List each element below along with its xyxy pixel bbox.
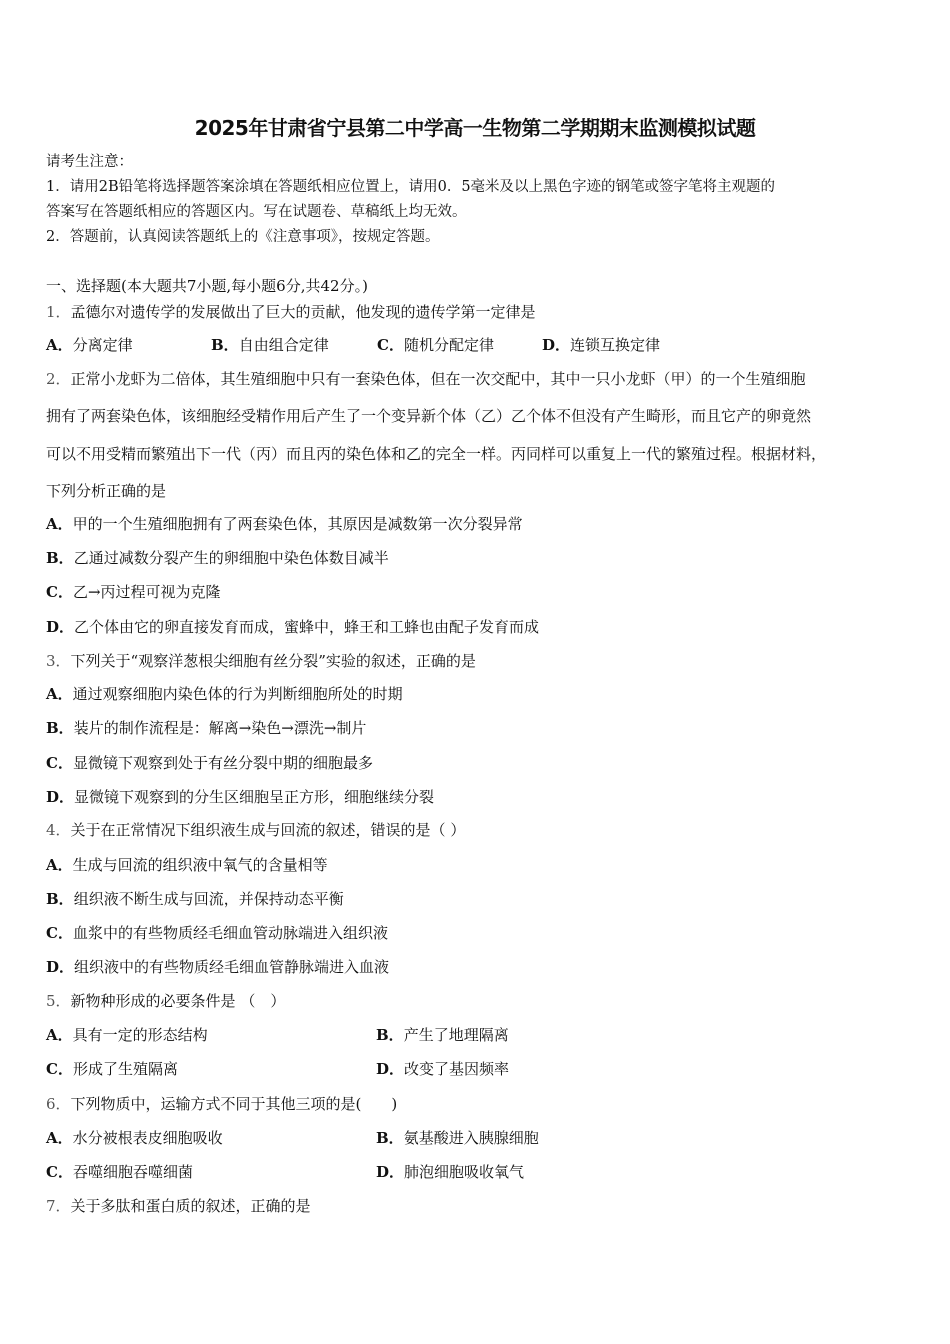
question-number: 7． — [46, 1197, 71, 1215]
option-c: C．随机分配定律 — [377, 336, 494, 354]
question-text: 下列关于“观察洋葱根尖细胞有丝分裂”实验的叙述，正确的是 — [70, 652, 476, 670]
option-b: B．乙通过减数分裂产生的卵细胞中染色体数目减半 — [46, 549, 389, 567]
notice-heading: 请考生注意： — [46, 154, 133, 170]
option-b: B．装片的制作流程是：解离→染色→漂洗→制片 — [46, 719, 367, 737]
question-3-stem — [46, 651, 476, 671]
question-text: 关于多肽和蛋白质的叙述，正确的是 — [70, 1197, 311, 1215]
section-heading: 一、选择题(本大题共7小题,每小题6分,共42分。) — [46, 277, 368, 295]
question-number: 6． — [46, 1095, 71, 1113]
notice-line: 1．请用2B铅笔将选择题答案涂填在答题纸相应位置上，请用0．5毫米及以上黑色字迹的钢笔或签字笔将主观题的 — [46, 179, 776, 195]
option-a: A．生成与回流的组织液中氧气的含量相等 — [46, 856, 328, 874]
question-text: 新物种形成的必要条件是 （ ） — [70, 992, 286, 1010]
option-c: C．血浆中的有些物质经毛细血管动脉端进入组织液 — [46, 924, 388, 942]
option-d: D．连锁互换定律 — [542, 336, 661, 354]
option-a: A．具有一定的形态结构 — [46, 1026, 208, 1044]
question-2-stem-line: 下列分析正确的是 — [46, 482, 167, 500]
option-b: B．产生了地理隔离 — [376, 1026, 509, 1044]
question-text: 孟德尔对遗传学的发展做出了巨大的贡献，他发现的遗传学第一定律是 — [70, 303, 536, 321]
notice-line: 2．答题前，认真阅读答题纸上的《注意事项》，按规定答题。 — [46, 229, 440, 245]
option-a: A．水分被根表皮细胞吸收 — [46, 1129, 223, 1147]
question-2-stem-line: 拥有了两套染色体，该细胞经受精作用后产生了一个变异新个体（乙）乙个体不但没有产生畸形，而且它产的卵竟然 — [46, 407, 812, 425]
option-d: D．乙个体由它的卵直接发育而成，蜜蜂中，蜂王和工蜂也由配子发育而成 — [46, 618, 540, 636]
option-b: B．氨基酸进入胰腺细胞 — [376, 1129, 539, 1147]
question-number: 2． — [46, 370, 71, 388]
question-number: 4． — [46, 821, 71, 839]
question-number: 5． — [46, 992, 71, 1010]
question-7-stem — [46, 1196, 311, 1216]
question-1-stem — [46, 302, 536, 322]
question-6-stem — [46, 1094, 397, 1114]
question-text: 关于在正常情况下组织液生成与回流的叙述，错误的是（ ） — [70, 821, 466, 839]
option-b: B．组织液不断生成与回流，并保持动态平衡 — [46, 890, 344, 908]
option-d: D．改变了基因频率 — [376, 1060, 510, 1078]
question-2-stem-line: 可以不用受精而繁殖出下一代（丙）而且丙的染色体和乙的完全一样。丙同样可以重复上一代的繁殖过程。根据材料， — [46, 445, 827, 463]
option-a: A．分离定律 — [46, 336, 133, 354]
notice-line: 答案写在答题纸相应的答题区内。写在试题卷、草稿纸上均无效。 — [46, 204, 467, 220]
option-b: B．自由组合定律 — [211, 336, 329, 354]
option-a: A．通过观察细胞内染色体的行为判断细胞所处的时期 — [46, 685, 403, 703]
question-2-stem — [46, 369, 806, 389]
question-text: 正常小龙虾为二倍体，其生殖细胞中只有一套染色体，但在一次交配中，其中一只小龙虾（甲）的一个生殖细胞 — [70, 370, 806, 388]
page-title: 2025年甘肃省宁县第二中学高一生物第二学期期末监测模拟试题 — [194, 116, 756, 140]
option-d: D．组织液中的有些物质经毛细血管静脉端进入血液 — [46, 958, 390, 976]
option-d: D．肺泡细胞吸收氧气 — [376, 1163, 525, 1181]
question-number: 1． — [46, 303, 71, 321]
option-c: C．吞噬细胞吞噬细菌 — [46, 1163, 193, 1181]
question-number: 3． — [46, 652, 71, 670]
question-text: 下列物质中，运输方式不同于其他三项的是( ) — [70, 1095, 398, 1113]
question-4-stem — [46, 820, 465, 840]
option-c: C．乙→丙过程可视为克隆 — [46, 583, 221, 601]
option-a: A．甲的一个生殖细胞拥有了两套染色体，其原因是减数第一次分裂异常 — [46, 515, 523, 533]
question-5-stem — [46, 991, 285, 1011]
option-c: C．形成了生殖隔离 — [46, 1060, 178, 1078]
option-d: D．显微镜下观察到的分生区细胞呈正方形，细胞继续分裂 — [46, 788, 435, 806]
option-c: C．显微镜下观察到处于有丝分裂中期的细胞最多 — [46, 754, 373, 772]
